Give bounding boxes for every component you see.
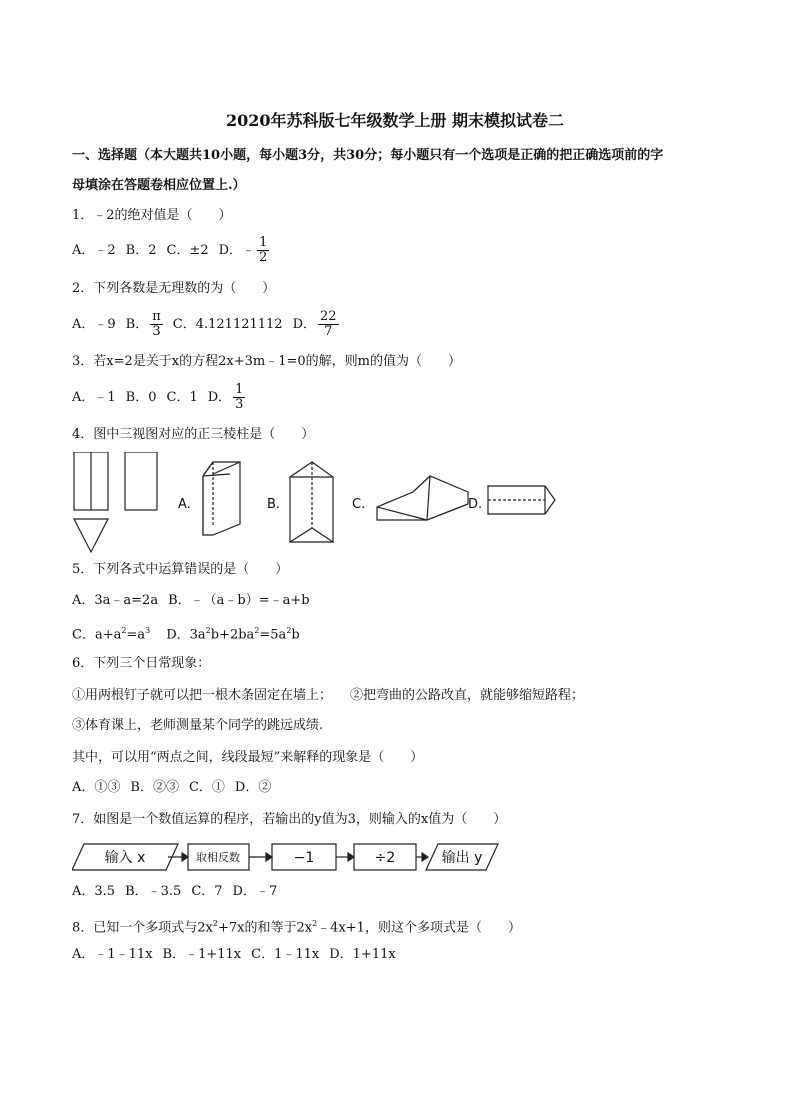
- q3-option-c: C．1: [166, 390, 198, 405]
- q5-d-sup2: 2: [254, 626, 260, 635]
- q8-option-c: C．1﹣11x: [251, 947, 320, 962]
- q5-option-b: B．﹣（a﹣b）=﹣a+b: [168, 593, 310, 608]
- q2-options: [72, 310, 341, 339]
- prism-c: [377, 476, 468, 520]
- q6-options: [72, 780, 271, 796]
- q5-d-mid1: b+2ba: [210, 627, 255, 643]
- prism-b: [290, 462, 333, 542]
- q4-label-c: C.: [352, 497, 366, 512]
- q3-option-b: B．0: [125, 390, 157, 405]
- q1-option-d-fraction: [257, 236, 269, 265]
- section-heading-line1: 一、选择题（本大题共10小题，每小题3分，共30分；每小题只有一个选项是正确的把正确选项前的字: [72, 148, 664, 163]
- q8-stem-pre: 8．已知一个多项式与2x: [72, 920, 213, 936]
- q2-option-b: B．: [125, 317, 149, 332]
- q8-options: [72, 947, 396, 963]
- q2-d-denominator: 7: [324, 324, 333, 339]
- q2-option-a: A．﹣9: [72, 317, 116, 332]
- q6-option-b: B．②③: [130, 780, 179, 795]
- q1-d-numerator: 1: [259, 235, 268, 250]
- q3-stem: 3．若x=2是关于x的方程2x+3m﹣1=0的解，则m的值为（ ）: [72, 354, 461, 369]
- flow-divide-label: ÷2: [374, 850, 396, 866]
- q2-stem: 2．下列各数是无理数的为（ ）: [72, 281, 276, 296]
- q6-item-2: ②把弯曲的公路改直，就能够缩短路程；: [350, 688, 585, 703]
- q3-d-numerator: 1: [235, 382, 244, 397]
- q3-option-d: D．: [207, 390, 232, 405]
- side-view: [125, 452, 157, 510]
- q5-d-mid2: =5a: [259, 627, 287, 643]
- q5-d-sup1: 2: [205, 626, 211, 635]
- flow-minus-one-label: −1: [293, 850, 315, 866]
- q6-stem: 6．下列三个日常现象：: [72, 656, 211, 671]
- q7-stem: 7．如图是一个数值运算的程序，若输出的y值为3，则输入的x值为（ ）: [72, 812, 507, 827]
- flow-negate-label: 取相反数: [196, 851, 240, 864]
- q8-option-a: A．﹣1﹣11x: [72, 947, 153, 962]
- q2-d-numerator: 22: [320, 309, 337, 324]
- q6-option-d: D．②: [234, 780, 272, 795]
- q3-option-a: A．﹣1: [72, 390, 116, 405]
- q3-d-denominator: 3: [235, 397, 244, 412]
- q2-option-b-fraction: [150, 310, 163, 339]
- q7-option-b: B．﹣3.5: [125, 884, 182, 899]
- q8-stem-sup2: 2: [312, 919, 318, 928]
- q5-c-sup1: 2: [121, 626, 127, 635]
- q5-c-sup2: 3: [145, 626, 151, 635]
- q5-option-c-pre: C．a+a: [72, 627, 122, 643]
- q8-stem-sup1: 2: [212, 919, 218, 928]
- q1-option-c: C．±2: [166, 243, 209, 258]
- q4-stem: 4．图中三视图对应的正三棱柱是（ ）: [72, 427, 315, 442]
- q1-stem: 1．﹣2的绝对值是（ ）: [72, 208, 232, 223]
- q5-d-post: b: [291, 627, 300, 643]
- q6-items-line: [72, 688, 584, 704]
- q7-option-d: D．﹣7: [232, 884, 278, 899]
- q8-option-b: B．﹣1+11x: [162, 947, 242, 962]
- q7-option-c: C．7: [191, 884, 223, 899]
- prism-d: [488, 486, 555, 514]
- q5-options-cd: [72, 623, 300, 643]
- q2-option-d-fraction: [318, 310, 339, 339]
- q6-question: 其中，可以用“两点之间，线段最短”来解释的现象是（ ）: [72, 750, 424, 765]
- q4-label-b: B.: [267, 497, 281, 512]
- q1-option-d-sign: ﹣: [242, 243, 256, 258]
- q6-item-1: ①用两根钉子就可以把一根木条固定在墙上；: [72, 688, 333, 703]
- q5-d-sup3: 2: [286, 626, 292, 635]
- q2-option-c: C．4.121121112: [172, 317, 283, 332]
- q4-figures: [70, 452, 570, 557]
- q2-b-denominator: 3: [152, 324, 161, 339]
- q3-option-d-fraction: [233, 383, 245, 412]
- q6-item-3: ③体育课上，老师测量某个同学的跳远成绩.: [72, 718, 324, 733]
- q1-option-a: A．﹣2: [72, 243, 116, 258]
- q5-options-ab: [72, 593, 310, 609]
- q1-option-b: B．2: [125, 243, 157, 258]
- top-view-triangle: [74, 519, 108, 552]
- q5-option-a: A．3a﹣a=2a: [72, 593, 159, 608]
- flow-input-label: 输入 x: [104, 850, 146, 866]
- q5-stem: 5．下列各式中运算错误的是（ ）: [72, 562, 289, 577]
- q6-option-c: C．①: [188, 780, 225, 795]
- q8-stem-mid: +7x的和等于2x: [217, 920, 313, 936]
- q1-d-denominator: 2: [259, 250, 268, 265]
- q8-stem: [72, 916, 521, 936]
- q8-option-d: D．1+11x: [329, 947, 396, 962]
- q7-option-a: A．3.5: [72, 884, 116, 899]
- page-title: 2020年苏科版七年级数学上册 期末模拟试卷二: [225, 111, 565, 130]
- q4-label-d: D.: [468, 497, 483, 512]
- flow-output-label: 输出 y: [441, 850, 483, 866]
- q4-label-a: A.: [178, 497, 191, 512]
- q7-flowchart: [72, 840, 512, 876]
- q3-options: [72, 383, 247, 412]
- q5-c-mid: =a: [126, 627, 146, 643]
- q2-b-numerator: π: [152, 309, 161, 324]
- q8-stem-post: ﹣4x+1，则这个多项式是（ ）: [317, 920, 521, 936]
- section-heading-line2: 母填涂在答题卷相应位置上.）: [72, 178, 246, 193]
- prism-a: [203, 462, 240, 535]
- q7-options: [72, 884, 277, 900]
- q1-option-d: D．: [218, 243, 243, 258]
- q2-option-d: D．: [292, 317, 317, 332]
- q6-option-a: A．①③: [72, 780, 121, 795]
- q5-option-d-pre: D．3a: [166, 627, 206, 643]
- q1-options: [72, 236, 271, 265]
